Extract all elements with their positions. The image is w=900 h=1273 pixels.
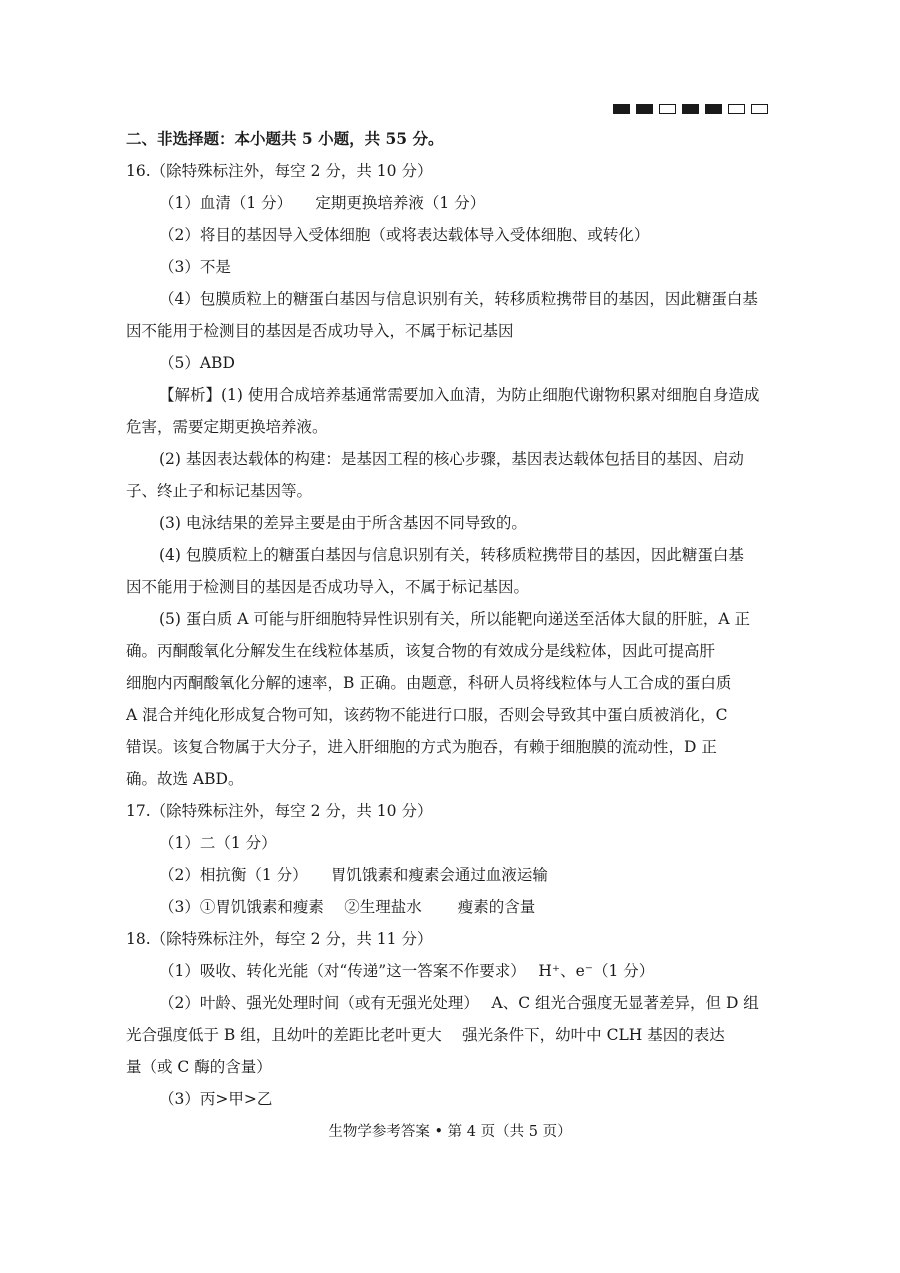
page-mark	[613, 104, 630, 114]
text-line: （3）丙>甲>乙	[159, 1090, 273, 1108]
text-line: （2）相抗衡（1 分） 胃饥饿素和瘦素会通过血液运输	[159, 866, 548, 884]
text-line: （1）血清（1 分） 定期更换培养液（1 分）	[159, 194, 486, 212]
page-mark	[682, 104, 699, 114]
page-mark	[636, 104, 653, 114]
text-line: 细胞内丙酮酸氧化分解的速率，B 正确。由题意，科研人员将线粒体与人工合成的蛋白质	[126, 674, 732, 692]
text-line: 16.（除特殊标注外，每空 2 分，共 10 分）	[126, 162, 433, 180]
text-line: (2) 基因表达载体的构建：是基因工程的核心步骤，基因表达载体包括目的基因、启动	[159, 450, 744, 468]
text-line: （2）叶龄、强光处理时间（或有无强光处理） A、C 组光合强度无显著差异，但 D 组	[159, 994, 759, 1012]
text-line: （5）ABD	[159, 354, 235, 372]
text-line: 危害，需要定期更换培养液。	[126, 418, 328, 436]
page-footer: 生物学参考答案 • 第 4 页（共 5 页）	[328, 1124, 572, 1140]
text-line: 因不能用于检测目的基因是否成功导入，不属于标记基因。	[126, 578, 530, 596]
text-line: (4) 包膜质粒上的糖蛋白基因与信息识别有关，转移质粒携带目的基因，因此糖蛋白基	[159, 546, 744, 564]
text-line: 确。故选 ABD。	[126, 770, 244, 788]
text-line: （3）不是	[159, 258, 231, 276]
text-line: 光合强度低于 B 组，且幼叶的差距比老叶更大 强光条件下，幼叶中 CLH 基因的表达	[126, 1026, 725, 1044]
text-line: (3) 电泳结果的差异主要是由于所含基因不同导致的。	[159, 514, 527, 532]
text-line: 18.（除特殊标注外，每空 2 分，共 11 分）	[126, 930, 433, 948]
text-line: 因不能用于检测目的基因是否成功导入，不属于标记基因	[126, 322, 514, 340]
text-line: 量（或 C 酶的含量）	[126, 1058, 272, 1076]
text-line: 17.（除特殊标注外，每空 2 分，共 10 分）	[126, 802, 433, 820]
text-line: 子、终止子和标记基因等。	[126, 482, 313, 500]
text-line: （4）包膜质粒上的糖蛋白基因与信息识别有关，转移质粒携带目的基因，因此糖蛋白基	[159, 290, 758, 308]
page-mark	[705, 104, 722, 114]
text-line: 确。丙酮酸氧化分解发生在线粒体基质，该复合物的有效成分是线粒体，因此可提高肝	[126, 642, 716, 660]
page-marker-strip	[613, 104, 768, 118]
text-line: 【解析】(1) 使用合成培养基通常需要加入血清，为防止细胞代谢物积累对细胞自身造成	[159, 386, 760, 404]
text-line: 二、非选择题：本小题共 5 小题，共 55 分。	[126, 129, 444, 148]
page-mark	[659, 104, 676, 114]
text-line: （1）吸收、转化光能（对“传递”这一答案不作要求） H⁺、e⁻（1 分）	[159, 962, 655, 980]
text-line: （3）①胃饥饿素和瘦素 ②生理盐水 瘦素的含量	[159, 898, 536, 916]
text-line: (5) 蛋白质 A 可能与肝细胞特异性识别有关，所以能靶向递送至活体大鼠的肝脏，A 正	[159, 610, 751, 628]
page-mark	[751, 104, 768, 114]
text-line: A 混合并纯化形成复合物可知，该药物不能进行口服，否则会导致其中蛋白质被消化，C	[126, 706, 728, 724]
text-line: 错误。该复合物属于大分子，进入肝细胞的方式为胞吞，有赖于细胞膜的流动性，D 正	[126, 738, 717, 756]
text-line: （1）二（1 分）	[159, 834, 277, 852]
text-line: （2）将目的基因导入受体细胞（或将表达载体导入受体细胞、或转化）	[159, 226, 650, 244]
answer-content	[126, 123, 776, 1115]
page-mark	[728, 104, 745, 114]
